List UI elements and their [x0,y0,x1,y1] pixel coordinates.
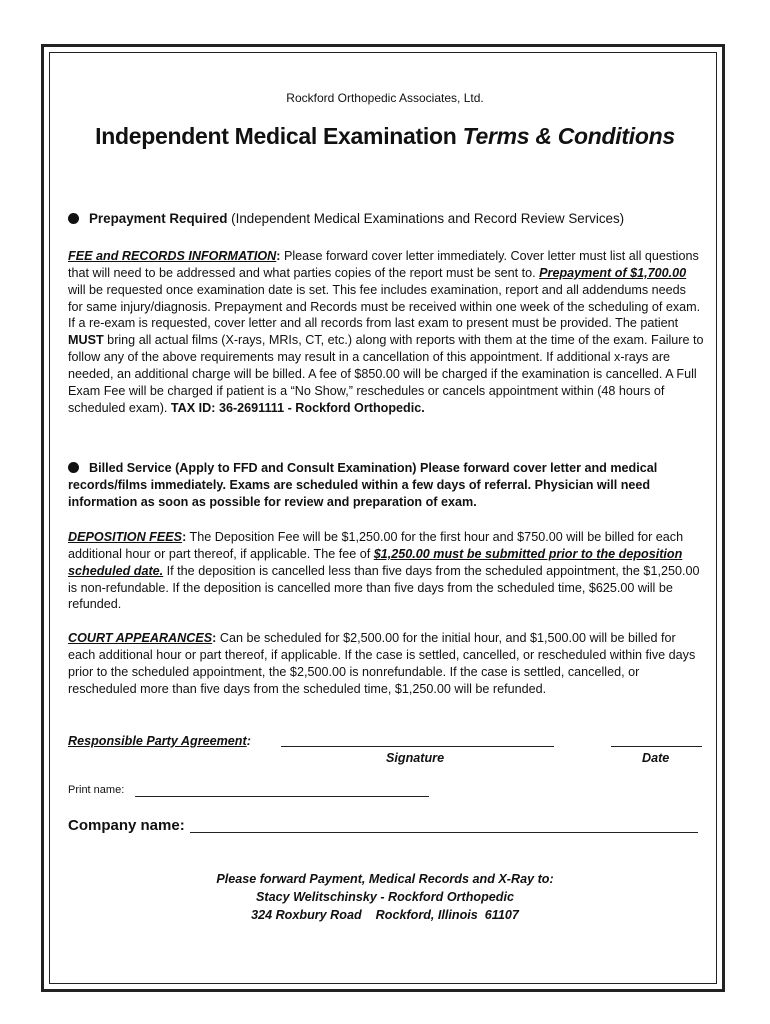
prepayment-heading-label: Prepayment Required [89,211,228,226]
signature-line[interactable] [281,746,554,747]
deposition-colon: : [182,530,187,544]
fee-records-label: FEE and RECORDS INFORMATION [68,249,277,263]
fee-records-text-1: Please forward cover letter immediately. Cover letter must list all questions that will need to be addressed and what parties copies of the report must be sent to. [68,249,699,280]
page-title [0,123,770,150]
fee-records-colon: : [276,249,281,263]
practice-name: Rockford Orthopedic Associates, Ltd. [286,91,484,105]
court-appearances-paragraph [68,630,704,697]
title-main: Independent Medical Examination [95,123,463,149]
company-name-label: Company name: [68,817,185,834]
fee-records-text-3: bring all actual films (X-rays, MRIs, CT, etc.) along with reports with them at the time of the exam. Failure to follow any of the above requirements may result in a cancellation of this appointment. If additional x-rays are needed, an additional charge will be billed. A fee of $850.00 will be charged if the examination is cancelled. A Full Exam Fee will be charged if patient is a “No Show,” reschedules or cancels appointment within (48 hours of scheduled exam). [68,333,704,415]
deposition-label: DEPOSITION FEES [68,530,183,544]
court-colon: : [212,631,217,645]
company-name-line[interactable] [190,832,698,833]
forward-line-1: Please forward Payment, Medical Records and X-Ray to: [216,872,554,886]
forward-address: 324 Roxbury Road Rockford, Illinois 61107 [251,908,519,922]
print-name-label: Print name: [68,784,125,796]
fee-records-paragraph [68,248,704,416]
signature-caption: Signature [386,751,445,765]
title-italic: Terms & Conditions [462,123,675,149]
responsible-party-label [68,734,251,748]
date-caption: Date [642,751,670,765]
bullet-icon [68,462,79,473]
date-line[interactable] [611,746,702,747]
tax-id: TAX ID: 36-2691111 - Rockford Orthopedic. [170,400,425,415]
prepayment-heading-note: (Independent Medical Examinations and Record Review Services) [227,211,625,226]
deposition-text-2: If the deposition is cancelled less than five days from the scheduled appointment, the $1,250.00 is non-refundable. If the deposition is cancelled more than five days from the scheduled time, $625.00 will be refunded. [68,563,700,612]
prepayment-amount: Prepayment of $1,700.00 [539,265,687,280]
billed-service-paragraph [68,460,704,511]
deposition-emphasis: $1,250.00 must be submitted prior to the deposition scheduled date. [68,546,683,578]
deposition-paragraph [68,529,704,613]
print-name-line[interactable] [135,796,429,797]
document-inner-border [49,52,717,984]
prepayment-heading [68,211,704,228]
bullet-icon [68,213,79,224]
must-emphasis: MUST [68,333,104,348]
court-label: COURT APPEARANCES [68,631,213,645]
billed-service-text: Billed Service (Apply to FFD and Consult Examination) Please forward cover letter and medical records/films immediately. Exams are scheduled within a few days of referral. Physician will need information as soon as possible for review and preparation of exam. [68,461,658,509]
fee-records-text-2: will be requested once examination date is set. This fee includes examination, report and all addendums needs for same injury/diagnosis. Prepayment and Records must be received within one week of the scheduling of exam. If a re-exam is requested, cover letter and all records from last exam to present must be provided. The patient [68,282,701,331]
forward-line-2: Stacy Welitschinsky - Rockford Orthopedic [256,890,514,904]
deposition-text-1: The Deposition Fee will be $1,250.00 for the first hour and $750.00 will be billed for each additional hour or part thereof, if applicable. The fee of [68,530,684,561]
responsible-party-colon: : [246,734,251,748]
court-text: Can be scheduled for $2,500.00 for the initial hour, and $1,500.00 will be billed for each additional hour or part thereof, if applicable. If the case is settled, cancelled, or rescheduled within five days prior to the scheduled appointment, the $2,500.00 is nonrefundable. If the case is settled, cancelled, or rescheduled more than five days from the scheduled time, $1,250.00 will be refunded. [68,631,696,696]
responsible-party-label-text: Responsible Party Agreement [68,734,247,748]
